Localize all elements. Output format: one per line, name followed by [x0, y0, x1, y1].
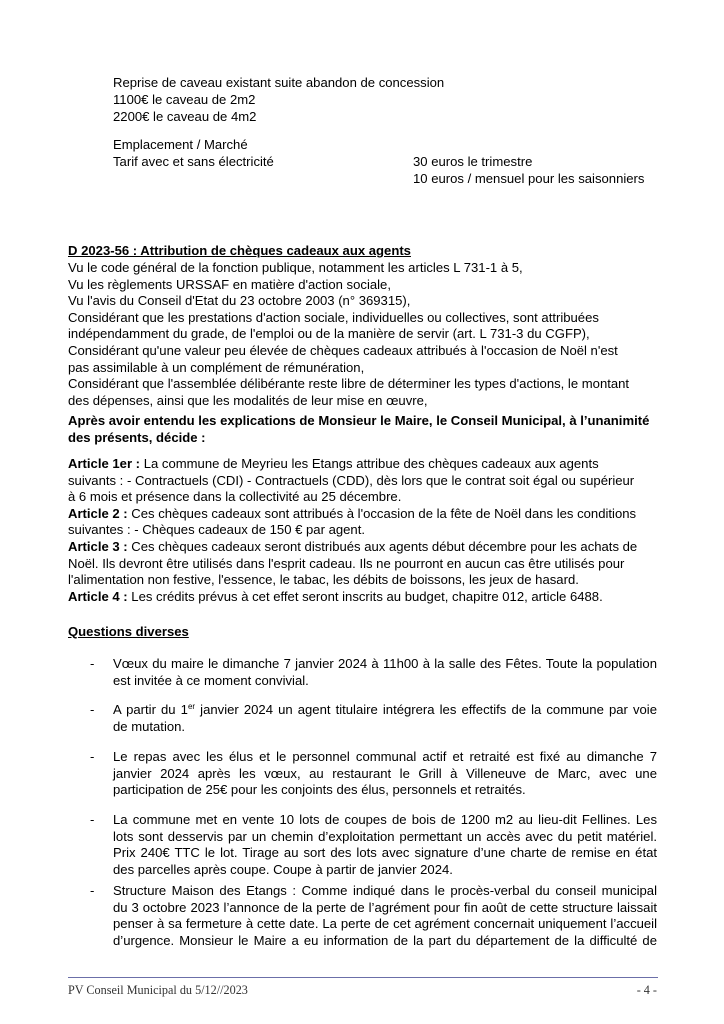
page-number: - 4 - [636, 983, 657, 997]
article-1-cont: suivants : - Contractuels (CDI) - Contractuels (CDD), dès lors que le contrat soit égal ou supérieur [68, 472, 635, 488]
article-3-cont: l'alimentation non festive, l'essence, le tabac, les débits de boissons, les jeux de hasard. [68, 572, 579, 588]
deliberation-considerations [68, 260, 658, 409]
question-line: de mutation. [113, 718, 186, 734]
emplacement-title: Emplacement / Marché [113, 137, 248, 152]
article-4 [68, 589, 658, 606]
ordinal-suffix: er [187, 702, 196, 711]
consideration-line: pas assimilable à un complément de rémunération, [68, 359, 365, 375]
caveau-price-2m2: 1100€ le caveau de 2m2 [113, 92, 256, 107]
consideration-line: des dépenses, ainsi que les modalités de leur mise en œuvre, [68, 392, 428, 408]
article-text: La commune de Meyrieu les Etangs attribue des chèques cadeaux aux agents [140, 456, 599, 471]
footer-divider [68, 977, 658, 978]
question-line: Structure Maison des Etangs : Comme indiqué dans le procès-verbal du conseil municipal [113, 883, 657, 898]
caveau-price-4m2: 2200€ le caveau de 4m2 [113, 109, 257, 124]
article-2 [68, 506, 658, 523]
question-line: du 3 octobre 2023 l’annonce de la perte de l’agrément pour fin août de cette structure laissait [113, 899, 657, 915]
deliberation-heading: D 2023-56 : Attribution de chèques cadeaux aux agents [68, 243, 411, 258]
bullet-dash: - [90, 749, 95, 764]
article-3-cont: Noël. Ils devront être utilisés dans l'esprit cadeau. Ils ne pourront en aucun cas être utilisés pour [68, 555, 625, 571]
question-item [113, 656, 657, 689]
question-item [113, 883, 657, 949]
bullet-dash: - [90, 883, 95, 898]
bullet-dash: - [90, 656, 95, 671]
article-label: Article 3 : [68, 538, 128, 554]
bullet-dash: - [90, 812, 95, 827]
question-text: janvier 2024 un agent titulaire intégrera les effectifs de la commune par voie [195, 702, 657, 717]
article-2-cont: suivantes : - Chèques cadeaux de 150 € par agent. [68, 522, 365, 538]
caveau-title: Reprise de caveau existant suite abandon de concession [113, 75, 445, 90]
consideration-line: Considérant qu'une valeur peu élevée de chèques cadeaux attribués à l'occasion de Noël n'est [68, 342, 618, 358]
consideration-line: Considérant que les prestations d'action sociale, individuelles ou collectives, sont attribuées [68, 309, 599, 325]
footer-title: PV Conseil Municipal du 5/12//2023 [68, 983, 248, 997]
emplacement-price-seasonal: 10 euros / mensuel pour les saisonniers [413, 171, 645, 186]
consideration-line: Vu les règlements URSSAF en matière d'action sociale, [68, 276, 391, 292]
emplacement-label: Tarif avec et sans électricité [113, 154, 274, 169]
consideration-line: Vu le code général de la fonction publique, notamment les articles L 731-1 à 5, [68, 260, 523, 275]
question-text: A partir du 1 [113, 702, 188, 717]
consideration-line: Considérant que l'assemblée délibérante reste libre de déterminer les types d'actions, le montant [68, 376, 630, 392]
question-item [113, 702, 657, 735]
consideration-line: indépendamment du grade, de l'emploi ou de la manière de servir (art. L 731-3 du CGFP), [68, 326, 590, 342]
question-item [113, 812, 657, 878]
consideration-line: Vu l'avis du Conseil d'Etat du 23 octobre 2003 (n° 369315), [68, 293, 411, 309]
article-text: Ces chèques cadeaux sont attribués à l'occasion de la fête de Noël dans les conditions [127, 505, 637, 521]
questions-heading: Questions diverses [68, 624, 189, 639]
question-line: lots sont desservis par un chemin d’exploitation permettant un accès avec du petit matériel. [113, 828, 657, 844]
article-text: Les crédits prévus à cet effet seront inscrits au budget, chapitre 012, article 6488. [127, 588, 603, 604]
emplacement-price-quarterly: 30 euros le trimestre [413, 154, 533, 169]
articles-block [68, 456, 658, 605]
question-line: des parcelles après coupe. Coupe à partir de janvier 2024. [113, 861, 453, 877]
question-line: Vœux du maire le dimanche 7 janvier 2024 à 11h00 à la salle des Fêtes. Toute la population [113, 656, 657, 671]
question-line: La commune met en vente 10 lots de coupes de bois de 1200 m2 au lieu-dit Fellines. Les [113, 812, 657, 827]
question-item [113, 749, 657, 799]
question-line [113, 702, 657, 719]
article-label: Article 4 : [68, 588, 128, 604]
question-line: janvier 2024 après les vœux, au restaurant le Grill à Villeneuve de Marc, avec une [113, 765, 657, 781]
bullet-dash: - [90, 702, 95, 717]
article-1-cont: à 6 mois et présence dans la collectivité au 25 décembre. [68, 489, 402, 505]
article-label: Article 1er : [68, 456, 141, 471]
question-line: est invitée à ce moment convivial. [113, 672, 309, 688]
article-text: Ces chèques cadeaux seront distribués aux agents début décembre pour les achats de [127, 538, 638, 554]
question-line: Prix 240€ TTC le lot. Tirage au sort des lots avec signature d’une charte de remise en état [113, 845, 657, 861]
question-line: Le repas avec les élus et le personnel communal actif et retraité est fixé au dimanche 7 [113, 749, 657, 764]
article-3 [68, 539, 658, 556]
decision-line: Après avoir entendu les explications de Monsieur le Maire, le Conseil Municipal, à l’unanimité [68, 413, 650, 428]
question-line: d’urgence. Monsieur le Maire a eu information de la part du département de la difficulté de [113, 932, 657, 948]
question-line: penser à sa fermeture à cette date. La perte de cet agrément concernait uniquement l’accueil [113, 916, 657, 932]
decision-line: des présents, décide : [68, 430, 206, 445]
article-label: Article 2 : [68, 505, 128, 521]
question-line: participation de 25€ pour les conjoints des élus, personnels et retraités. [113, 782, 526, 798]
article-1 [68, 456, 658, 473]
